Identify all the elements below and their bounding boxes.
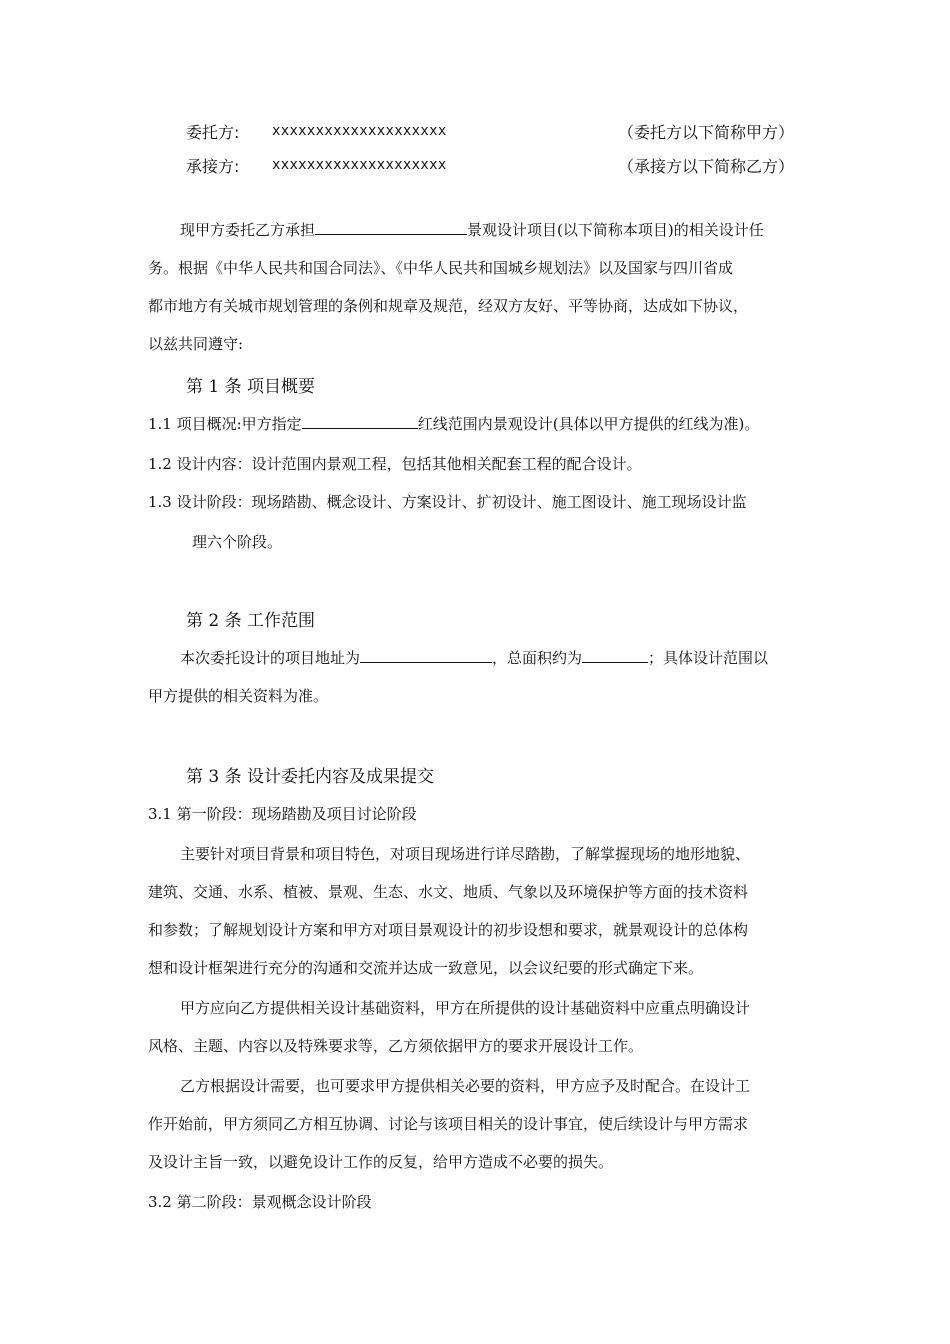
- item-1-1: [148, 406, 759, 443]
- section-3-2-title: 3.2 第二阶段：景观概念设计阶段: [148, 1193, 372, 1211]
- article-2-text-c: ；具体设计范围以: [648, 649, 769, 667]
- total-area-blank: [582, 647, 648, 663]
- s31-p1-line-1: 主要针对项目背景和项目特色，对项目现场进行详尽踏勘，了解掌握现场的地形地貌、: [180, 845, 751, 863]
- client-label: 委托方:: [186, 123, 240, 142]
- intro-line-2: 务。根据《中华人民共和国合同法》、《中华人民共和国城乡规划法》以及国家与四川省成: [148, 259, 734, 277]
- item-1-2: 1.2 设计内容：设计范围内景观工程，包括其他相关配套工程的配合设计。: [148, 455, 642, 473]
- item-1-3-line-1: 1.3 设计阶段：现场踏勘、概念设计、方案设计、扩初设计、施工图设计、施工现场设计监: [148, 493, 747, 511]
- s31-p3-line-2: 作开始前，甲方须同乙方相互协调、讨论与该项目相关的设计事宜，使后续设计与甲方需求: [148, 1115, 749, 1133]
- redline-area-blank: [302, 413, 418, 429]
- s31-p3-line-1: 乙方根据设计需要，也可要求甲方提供相关必要的资料，甲方应予及时配合。在设计工: [180, 1077, 751, 1095]
- article-1-title: 第 1 条 项目概要: [186, 377, 316, 397]
- article-2-line-2: 甲方提供的相关资料为准。: [148, 687, 329, 705]
- s31-p2-line-1: 甲方应向乙方提供相关设计基础资料，甲方在所提供的设计基础资料中应重点明确设计: [180, 999, 751, 1017]
- intro-text-1b: 景观设计项目(以下简称本项目)的相关设计任: [467, 221, 764, 239]
- contractor-note: （承接方以下简称乙方）: [618, 157, 795, 176]
- article-2-title: 第 2 条 工作范围: [186, 611, 316, 631]
- contractor-value: xxxxxxxxxxxxxxxxxxxx: [272, 157, 447, 173]
- project-address-blank: [360, 647, 492, 663]
- s31-p2-line-2: 风格、主题、内容以及特殊要求等，乙方须依据甲方的要求开展设计工作。: [148, 1037, 644, 1055]
- article-2-text-a: 本次委托设计的项目地址为: [180, 649, 361, 667]
- section-3-1-title: 3.1 第一阶段：现场踏勘及项目讨论阶段: [148, 805, 417, 823]
- contractor-label: 承接方:: [186, 157, 240, 176]
- s31-p3-line-3: 及设计主旨一致，以避免设计工作的反复，给甲方造成不必要的损失。: [148, 1153, 614, 1171]
- project-name-blank: [315, 219, 467, 235]
- item-1-1-text-b: 红线范围内景观设计(具体以甲方提供的红线为准)。: [417, 415, 760, 433]
- s31-p1-line-4: 想和设计框架进行充分的沟通和交流并达成一致意见，以会议纪要的形式确定下来。: [148, 959, 704, 977]
- s31-p1-line-3: 和参数；了解规划设计方案和甲方对项目景观设计的初步设想和要求，就景观设计的总体构: [148, 921, 749, 939]
- client-note: （委托方以下简称甲方）: [618, 123, 795, 142]
- intro-line-3: 都市地方有关城市规划管理的条例和规章及规范，经双方友好、平等协商，达成如下协议，: [148, 297, 749, 315]
- client-value: xxxxxxxxxxxxxxxxxxxx: [272, 123, 447, 139]
- item-1-1-text-a: 1.1 项目概况:甲方指定: [148, 415, 302, 433]
- item-1-3-line-2: 理六个阶段。: [192, 533, 283, 551]
- article-3-title: 第 3 条 设计委托内容及成果提交: [186, 767, 435, 787]
- intro-line-1: [180, 212, 764, 249]
- intro-text-1a: 现甲方委托乙方承担: [180, 221, 316, 239]
- intro-line-4: 以兹共同遵守:: [148, 335, 244, 353]
- article-2-line-1: [180, 640, 768, 677]
- article-2-text-b: ，总面积约为: [492, 649, 583, 667]
- s31-p1-line-2: 建筑、交通、水系、植被、景观、生态、水文、地质、气象以及环境保护等方面的技术资料: [148, 883, 749, 901]
